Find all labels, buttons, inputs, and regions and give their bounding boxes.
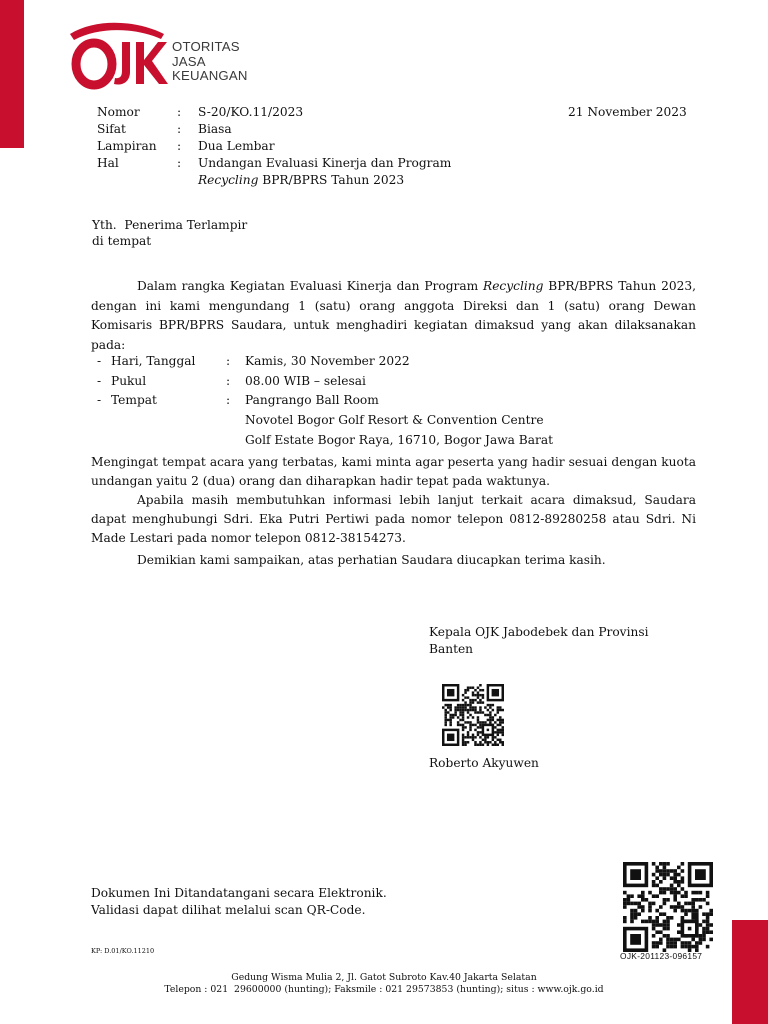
- footer: [0, 972, 768, 996]
- header-row-sifat: [97, 121, 498, 138]
- signatory-title: [429, 624, 689, 658]
- validation-qr-code-icon: [621, 862, 715, 952]
- detail-row-hari: [97, 352, 605, 372]
- hal-value: [198, 155, 498, 189]
- detail-dash: -: [97, 393, 102, 408]
- addressee-line1: Yth. Penerima Terlampir: [92, 218, 248, 232]
- sifat-label: Sifat: [97, 122, 126, 136]
- tempat-line1: Pangrango Ball Room: [245, 393, 379, 408]
- body-paragraph-4: Demikian kami sampaikan, atas perhatian Saudara diucapkan terima kasih.: [137, 553, 606, 567]
- letter-header: [97, 104, 498, 189]
- tempat-colon: :: [226, 393, 231, 408]
- detail-row-pukul: [97, 372, 605, 392]
- p1-italic: Recycling: [483, 279, 544, 293]
- detail-dash: -: [97, 373, 102, 388]
- tempat-line3: Golf Estate Bogor Raya, 16710, Bogor Jawa Barat: [245, 432, 553, 447]
- body-paragraphs: [91, 453, 696, 570]
- hal-value-italic: Recycling: [198, 173, 259, 187]
- lampiran-label: Lampiran: [97, 139, 157, 153]
- lampiran-value: Dua Lembar: [198, 139, 275, 153]
- footer-contact: Telepon : 021 29600000 (hunting); Faksmile : 021 29573853 (hunting); situs : www.ojk.go.id: [164, 984, 604, 995]
- pukul-value: 08.00 WIB – selesai: [245, 373, 366, 388]
- body-paragraph-3: Apabila masih membutuhkan informasi lebih lanjut terkait acara dimaksud, Saudara dapat menghubungi Sdri. Eka Putri Pertiwi pada nomor telepon 0812-89280258 atau Sdri. Ni Made Lestari pada nomor telepon 0812-38154273.: [91, 493, 696, 545]
- hal-label: Hal: [97, 156, 119, 170]
- hal-colon: :: [177, 156, 182, 170]
- addressee-line2: di tempat: [92, 233, 152, 248]
- signatory-title-line1: Kepala OJK Jabodebek dan Provinsi: [429, 625, 649, 639]
- detail-dash: -: [97, 354, 102, 368]
- nomor-value: S-20/KO.11/2023: [198, 105, 304, 119]
- electronic-signature-note: [91, 885, 387, 918]
- lampiran-colon: :: [177, 139, 182, 153]
- logo-text-line1: OTORITAS: [172, 39, 240, 54]
- pukul-colon: :: [226, 373, 231, 388]
- logo-text-line3: KEUANGAN: [172, 68, 248, 83]
- logo-text-line2: JASA: [172, 53, 206, 69]
- hari-colon: :: [226, 354, 231, 368]
- logo-text: [172, 40, 248, 84]
- sifat-value: Biasa: [198, 122, 232, 136]
- edoc-line2: Validasi dapat dilihat melalui scan QR-Code.: [91, 902, 366, 917]
- footer-address: Gedung Wisma Mulia 2, Jl. Gatot Subroto Kav.40 Jakarta Selatan: [231, 972, 537, 983]
- nomor-label: Nomor: [97, 105, 140, 119]
- header-row-lampiran: [97, 138, 498, 155]
- body-paragraph-1: [91, 277, 696, 355]
- hari-label: Hari, Tanggal: [111, 354, 196, 368]
- signatory-title-line2: Banten: [429, 642, 474, 656]
- signatory-name: Roberto Akyuwen: [429, 756, 539, 770]
- event-details: [97, 352, 605, 451]
- p1-text-b: BPR/BPRS Tahun 2023, dengan ini kami mengundang 1 (satu) orang anggota Direksi dan 1 (satu) orang Dewan Komisaris BPR/BPRS Saudara, untuk menghadiri kegiatan dimaksud yang akan dilaksanakan pada:: [91, 279, 696, 352]
- sifat-colon: :: [177, 122, 182, 136]
- p1-text-a: Dalam rangka Kegiatan Evaluasi Kinerja dan Program: [137, 279, 484, 293]
- body-paragraph-2: Mengingat tempat acara yang terbatas, kami minta agar peserta yang hadir sesuai dengan kuota undangan yaitu 2 (dua) orang dan diharapkan hadir tepat pada waktunya.: [91, 455, 696, 488]
- letter-date: 21 November 2023: [568, 105, 687, 119]
- header-row-nomor: [97, 104, 498, 121]
- qr-code-icon: [442, 684, 504, 746]
- edoc-line1: Dokumen Ini Ditandatangani secara Elektronik.: [91, 886, 387, 900]
- detail-row-tempat: [97, 391, 605, 411]
- addressee: [92, 218, 247, 249]
- tempat-label: Tempat: [111, 393, 157, 408]
- kp-code: KP: D.01/KO.11210: [91, 947, 155, 955]
- hal-value-line2: BPR/BPRS Tahun 2023: [258, 173, 405, 187]
- nomor-colon: :: [177, 105, 182, 119]
- header-row-hal: [97, 155, 498, 189]
- hari-value: Kamis, 30 November 2022: [245, 354, 410, 368]
- tempat-line2: Novotel Bogor Golf Resort & Convention Centre: [245, 413, 544, 428]
- qr-validation-id: OJK-201123-096157: [620, 951, 703, 961]
- hal-value-line1: Undangan Evaluasi Kinerja dan Program: [198, 156, 452, 170]
- pukul-label: Pukul: [111, 373, 147, 388]
- left-red-bar: [0, 0, 24, 148]
